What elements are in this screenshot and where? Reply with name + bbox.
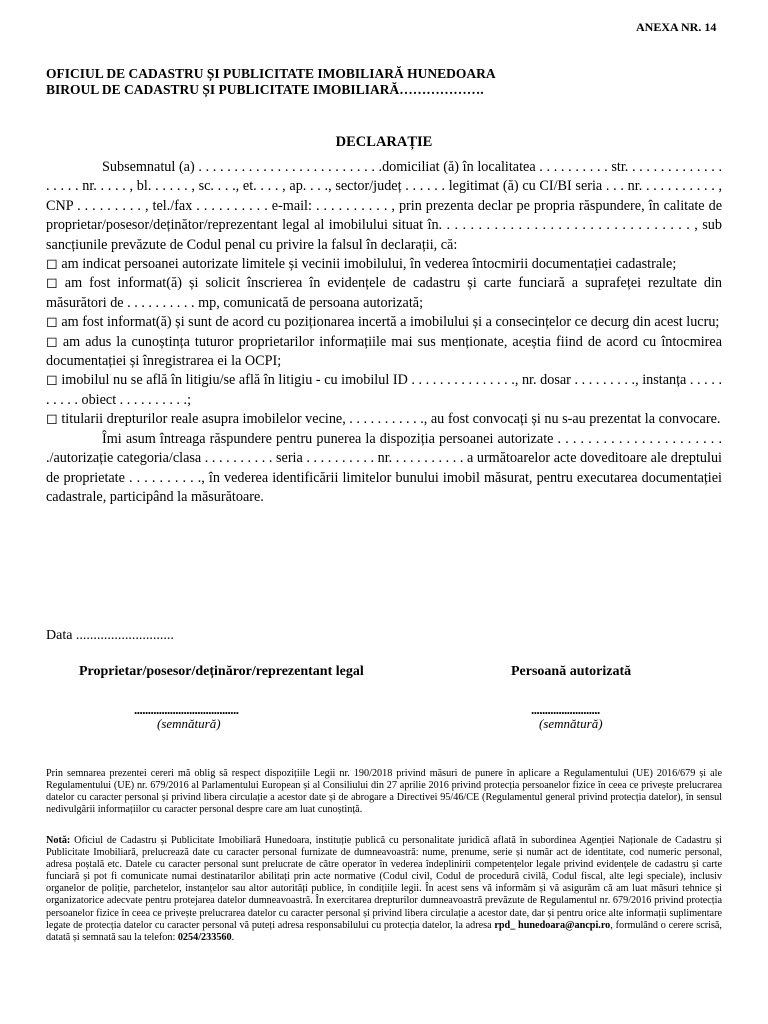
declaration-item-3: ◻ am fost informat(ă) și sunt de acord cu poziționarea incertă a imobilului și a consecințelor ce decurg din acest lucru; (46, 314, 720, 331)
bureau-name: BIROUL DE CADASTRU ȘI PUBLICITATE IMOBILIARĂ………………. (46, 82, 484, 97)
note-label: Notă: (46, 835, 71, 846)
declaration-item-6: ◻ titularii drepturilor reale asupra imobilelor vecine, . . . . . . . . . . ., au fost convocați și nu s-au prezentat la convocare. (46, 411, 721, 428)
owner-signature-line: ...................................... (134, 702, 239, 717)
declaration-body (46, 158, 722, 507)
note-body-2: , formulând o cerere scrisă, datată și semnată sau la telefon: (46, 919, 722, 943)
declaration-item-2: ◻ am fost informat(ă) și solicit înscrierea în evidențele de cadastru și carte funciară a suprafeței rezultate din măsurători de . . . . . . . . . . mp, comunicată de persoana autorizată; (46, 275, 722, 311)
declaration-item-5: ◻ imobilul nu se află în litigiu/se află în litigiu - cu imobilul ID . . . . . . . . . . . . . . ., nr. dosar . . . . . . . . ., instanța . . . . . . . . . . obiect . . . . . . . . . .; (46, 372, 722, 408)
owner-signature-caption: (semnătură) (157, 716, 221, 731)
dpo-email: rpd_ hunedoara@ancpi.ro (494, 919, 611, 931)
declaration-item-4: ◻ am adus la cunoștința tuturor proprietarilor informațiile mai sus menționate, aceștia fiind de acord cu întocmirea documentației și înregistrarea ei la OCPI; (46, 333, 722, 370)
dpo-phone: 0254/233560 (177, 931, 232, 943)
declaration-intro: Subsemnatul (a) . . . . . . . . . . . . . . . . . . . . . . . . . .domiciliat (ă) în localitatea . . . . . . . . . . str. . . . . . . . . . . . . . . . . . . nr. . . . . , bl. . . . . . , sc. . . ., et. . . . , ap. . . ., sector/județ . . . . . . legitimat (ă) cu CI/BI seria . . . nr. . . . . . . . . . . , CNP . . . . . . . . . , tel./fax . . . . . . . . . . e-mail: . . . . . . . . . . , prin prezenta declar pe propria răspundere, în calitate de proprietar/posesor/deținător/reprezentant legal al imobilului situat în. . . . . . . . . . . . . . . . . . . . . . . . . . . . . . . . , sub sancțiunile prevăzute de Codul penal cu privire la falsul în declarații, că: (46, 159, 722, 253)
page-title: DECLARAȚIE (335, 134, 433, 150)
authorized-person-title: Persoană autorizată (511, 664, 632, 679)
date-field: Data ............................ (46, 628, 174, 643)
note-end: . (231, 931, 235, 943)
authorized-signature-line: ......................... (531, 702, 600, 717)
note-body: Oficiul de Cadastru și Publicitate Imobiliară Hunedoara, instituție publică cu personalitate juridică aflată în subordinea Agenției Naționale de Cadastru și Publicitate Imobiliară, prelucrează date cu caracter personal furnizate de dumneavoastră: nume, prenume, serie și număr act de identitate, cod numeric personal, adresa poștală etc. Datele cu caracter personal sunt prelucrate de către operator în vederea îndeplinirii competențelor legale privind evidențele de cadastru și carte funciară și pot fi comunicate numai destinatarilor abilitați prin acte normative (Codul civil, Codul de procedură civilă, Codul fiscal, alte legi speciale), inclusiv organelor de poliție, parchetelor, instanțelor sau altor autorități publice, în condițiile legii. În acest sens vă informăm și vă asigurăm că am luat măsuri tehnice și organizatorice adecvate pentru protejarea datelor dumneavoastră. În exercitarea drepturilor dumneavoastră prevăzute de Regulamentul nr. 679/2016 privind protecția persoanelor fizice în ceea ce privește prelucrarea datelor cu caracter personal și privind libera circulație a acestor date, dar și pentru orice alte informații suplimentare legate de protecția datelor cu caracter personal vă puteți adresa responsabilului cu protecția datelor, la adresa (46, 835, 722, 931)
authorized-signature-caption: (semnătură) (539, 716, 603, 731)
privacy-note (46, 835, 722, 944)
annex-number: ANEXA NR. 14 (636, 20, 717, 34)
declaration-closing: Îmi asum întreaga răspundere pentru punerea la dispoziția persoanei autorizate . . . . . . . . . . . . . . . . . . . . . . ./autorizație categoria/clasa . . . . . . . . . . seria . . . . . . . . . . nr. . . . . . . . . . . a următoarelor acte doveditoare ale dreptului de proprietate . . . . . . . . . ., în vederea identificării limitelor bunului imobil măsurat, pentru executarea documentației cadastrale, participând la măsurătoare. (46, 430, 722, 505)
gdpr-consent-text: Prin semnarea prezentei cereri mă oblig să respect dispozițiile Legii nr. 190/2018 privind măsuri de punere în aplicare a Regulamentului (UE) 2016/679 și ale Regulamentului (UE) nr. 679/2016 al Parlamentului European și al Consiliului din 27 aprilie 2016 privind protecția persoanelor fizice în ceea ce privește prelucrarea datelor cu caracter personal și privind libera circulație a acestor date și de abrogare a Directivei 95/46/CE (Regulamentul general privind protecția datelor), în sensul nedivulgării informațiilor cu caracter personal despre care am luat cunoștință. (46, 768, 722, 816)
declaration-item-1: ◻ am indicat persoanei autorizate limitele și vecinii imobilului, în vederea întocmirii documentației cadastrale; (46, 256, 677, 273)
owner-signature-title: Proprietar/posesor/deținăror/reprezentant legal (79, 664, 364, 679)
office-name: OFICIUL DE CADASTRU ȘI PUBLICITATE IMOBILIARĂ HUNEDOARA (46, 66, 496, 81)
